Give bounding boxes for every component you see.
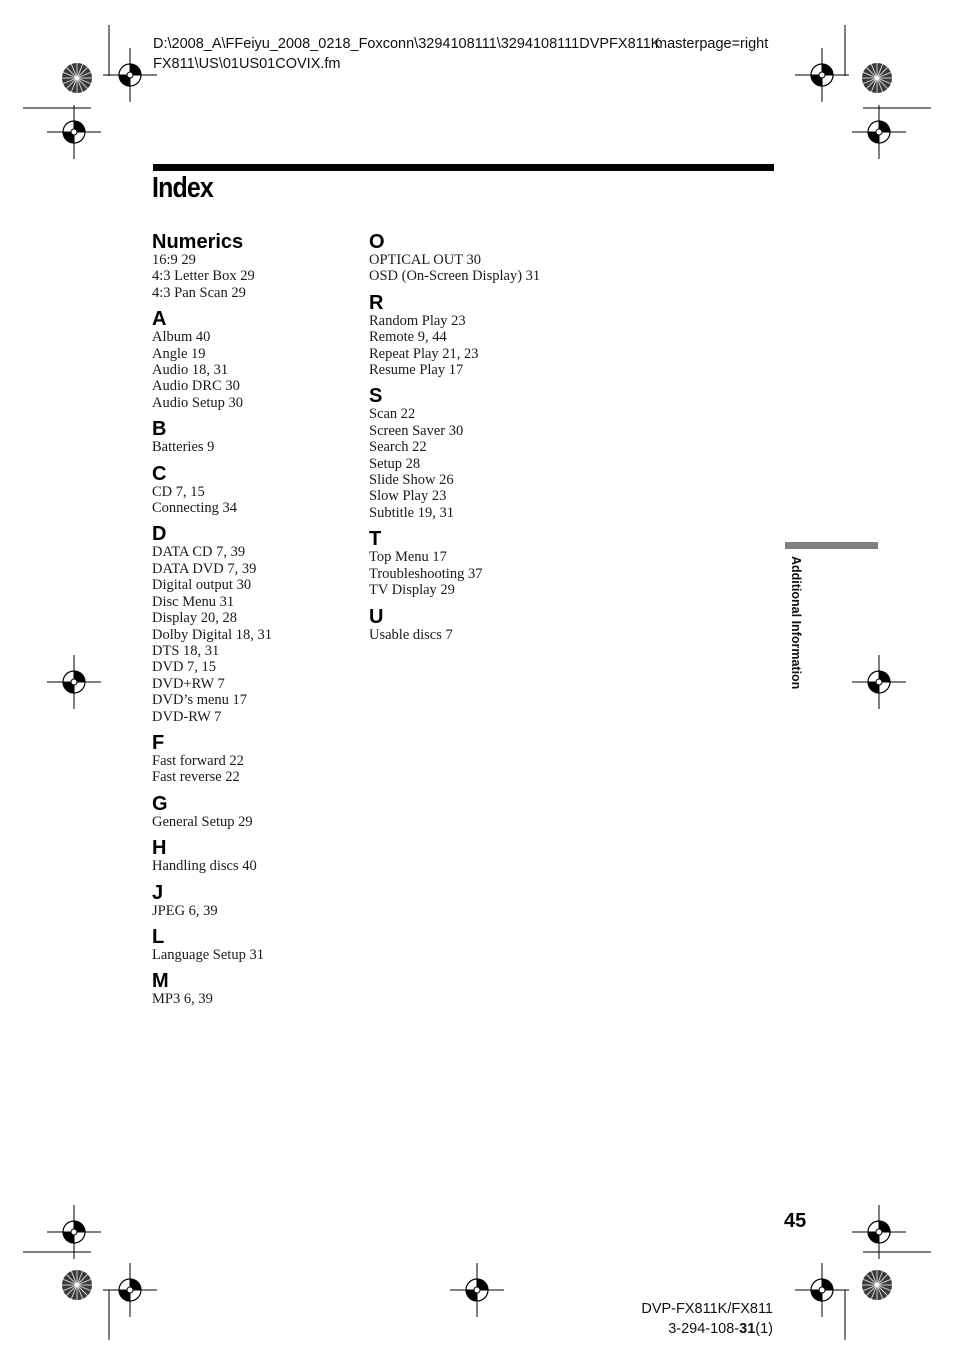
index-section bbox=[369, 232, 569, 285]
index-entry: Disc Menu 31 bbox=[152, 593, 235, 610]
side-tab-bar bbox=[785, 542, 878, 549]
index-entry: DTS 18, 31 bbox=[152, 642, 220, 659]
index-section bbox=[369, 386, 569, 521]
index-entry: 16:9 29 bbox=[152, 252, 196, 268]
index-entry: 4:3 Letter Box 29 bbox=[152, 268, 255, 285]
index-entry: Usable discs 7 bbox=[369, 626, 453, 643]
index-entry: Fast reverse 22 bbox=[152, 769, 240, 786]
index-entry: JPEG 6, 39 bbox=[152, 902, 218, 919]
index-column-left bbox=[152, 232, 352, 1008]
index-entry: Language Setup 31 bbox=[152, 946, 264, 963]
footer-code-prefix: 3-294-108- bbox=[668, 1321, 740, 1337]
index-entry: Display 20, 28 bbox=[152, 610, 237, 627]
index-entry: Angle 19 bbox=[152, 345, 206, 362]
page-title: Index bbox=[152, 172, 213, 204]
index-column-right bbox=[369, 232, 569, 643]
index-entry: Audio 18, 31 bbox=[152, 362, 229, 379]
index-section-heading: B bbox=[152, 418, 167, 441]
side-tab-label: Additional Information bbox=[789, 556, 803, 690]
master-page-label: masterpage=right bbox=[655, 36, 769, 52]
index-entry: Resume Play 17 bbox=[369, 362, 464, 379]
index-section bbox=[369, 607, 569, 643]
index-entry: DVD 7, 15 bbox=[152, 659, 217, 676]
index-section-heading: D bbox=[152, 523, 167, 546]
index-entry: 4:3 Pan Scan 29 bbox=[152, 284, 246, 301]
index-entry: DVD+RW 7 bbox=[152, 675, 225, 692]
index-entry: Top Menu 17 bbox=[369, 549, 447, 566]
index-entry: DATA CD 7, 39 bbox=[152, 544, 246, 561]
index-entry: Troubleshooting 37 bbox=[369, 565, 483, 582]
index-entry: TV Display 29 bbox=[369, 582, 455, 599]
index-section bbox=[152, 733, 352, 786]
index-section-heading: A bbox=[152, 308, 167, 331]
index-entry: CD 7, 15 bbox=[152, 483, 205, 500]
index-section-heading: R bbox=[369, 291, 384, 314]
index-entry: Dolby Digital 18, 31 bbox=[152, 626, 273, 643]
index-section bbox=[152, 794, 352, 830]
index-entry: DVD-RW 7 bbox=[152, 708, 222, 725]
index-section-heading: G bbox=[152, 792, 168, 815]
footer-model: DVP-FX811K/FX811 bbox=[641, 1301, 773, 1317]
index-entry: OSD (On-Screen Display) 31 bbox=[369, 268, 541, 285]
index-section-heading: J bbox=[152, 881, 164, 904]
index-entry: Subtitle 19, 31 bbox=[369, 504, 454, 521]
index-entry: Batteries 9 bbox=[152, 439, 215, 456]
index-section bbox=[152, 927, 352, 963]
index-entry: Audio DRC 30 bbox=[152, 378, 240, 395]
index-entry: Remote 9, 44 bbox=[369, 329, 447, 346]
index-section bbox=[369, 529, 569, 598]
footer bbox=[641, 1299, 773, 1339]
index-entry: Album 40 bbox=[152, 329, 211, 346]
footer-code bbox=[641, 1319, 773, 1339]
index-section-heading: Numerics bbox=[152, 231, 244, 253]
index-section-heading: M bbox=[152, 970, 169, 993]
index-entry: Slow Play 23 bbox=[369, 488, 447, 505]
index-section bbox=[369, 293, 569, 379]
index-entry: Audio Setup 30 bbox=[152, 394, 244, 411]
index-entry: Fast forward 22 bbox=[152, 752, 244, 769]
index-section bbox=[152, 838, 352, 874]
index-entry: Screen Saver 30 bbox=[369, 422, 464, 439]
index-section-heading: S bbox=[369, 385, 383, 408]
index-entry: DATA DVD 7, 39 bbox=[152, 560, 257, 577]
index-section-heading: H bbox=[152, 837, 167, 860]
index-entry: Digital output 30 bbox=[152, 577, 252, 594]
index-entry: General Setup 29 bbox=[152, 813, 253, 830]
index-entry: DVD’s menu 17 bbox=[152, 692, 248, 709]
index-section-heading: C bbox=[152, 462, 167, 485]
index-entry: Handling discs 40 bbox=[152, 858, 257, 875]
index-section bbox=[152, 883, 352, 919]
title-rule bbox=[153, 164, 774, 171]
index-section-heading: U bbox=[369, 605, 384, 628]
file-path-line2: FX811\US\01US01COVIX.fm bbox=[153, 56, 341, 72]
index-section bbox=[152, 309, 352, 411]
index-entry: Setup 28 bbox=[369, 455, 421, 472]
page-number: 45 bbox=[784, 1210, 807, 1232]
footer-code-suffix: (1) bbox=[755, 1321, 773, 1337]
index-section bbox=[152, 524, 352, 724]
index-entry: Connecting 34 bbox=[152, 500, 237, 517]
index-section-heading: F bbox=[152, 731, 165, 754]
index-entry: Repeat Play 21, 23 bbox=[369, 345, 479, 362]
index-entry: OPTICAL OUT 30 bbox=[369, 252, 481, 268]
index-entry: Scan 22 bbox=[369, 406, 416, 423]
index-entry: MP3 6, 39 bbox=[152, 991, 213, 1008]
index-section bbox=[152, 464, 352, 517]
file-path-line1: D:\2008_A\FFeiyu_2008_0218_Foxconn\3294108111\3294108111DVPFX811K bbox=[153, 36, 661, 52]
index-entry: Slide Show 26 bbox=[369, 472, 454, 489]
index-section-heading: T bbox=[369, 528, 382, 551]
index-section bbox=[152, 232, 352, 301]
index-section-heading: L bbox=[152, 925, 165, 948]
index-section bbox=[152, 419, 352, 455]
index-entry: Random Play 23 bbox=[369, 312, 466, 329]
index-section-heading: O bbox=[369, 231, 385, 253]
index-section bbox=[152, 971, 352, 1007]
footer-code-bold: 31 bbox=[739, 1321, 756, 1337]
index-entry: Search 22 bbox=[369, 439, 427, 456]
